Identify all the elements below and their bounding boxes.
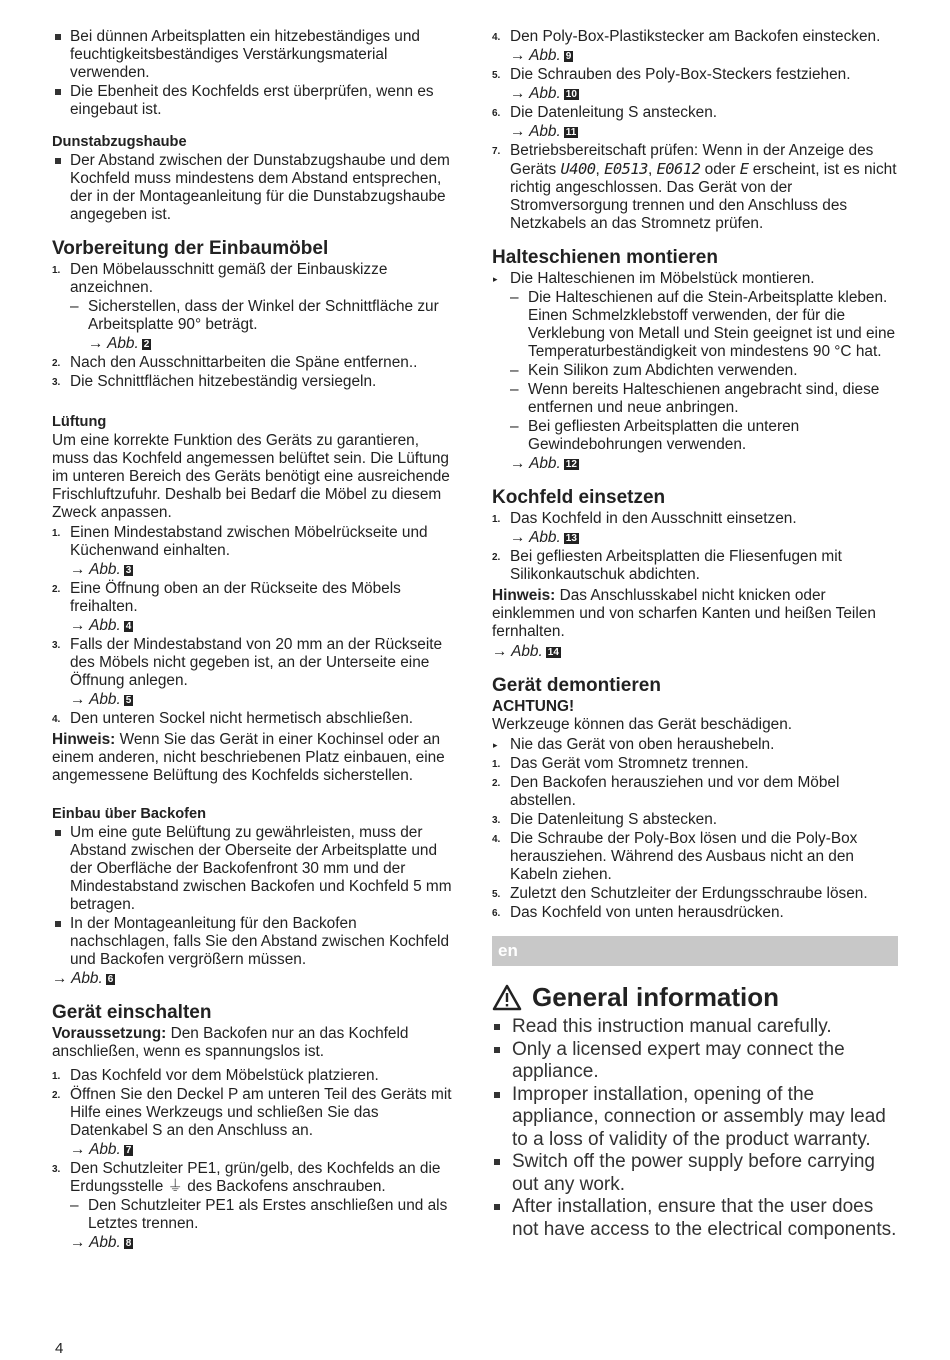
right-column	[492, 28, 898, 1241]
step-item: 1. Das Kochfeld vor dem Möbelstück platzieren.	[52, 1067, 379, 1084]
dash-item: – Den Schutzleiter PE1 als Erstes anschließen und als Letztes trennen.	[70, 1197, 448, 1232]
list-item: Read this instruction manual carefully.	[492, 1016, 898, 1039]
dash-item: – Die Halteschienen auf die Stein-Arbeitsplatte kleben. Einen Schmelzklebstoff verwenden, der für die Verklebung von Metall und Stein geeignet ist und eine Temperaturbeständigkeit von mindestens 90 °C hat.	[510, 289, 896, 360]
display-code: E0612	[656, 160, 701, 178]
step-item: 1. Das Kochfeld in den Ausschnitt einsetzen.	[492, 510, 797, 527]
action-item: ▸ Die Halteschienen im Möbelstück montieren.	[493, 270, 815, 287]
list-item: After installation, ensure that the user does not have access to the electrical components.	[492, 1196, 898, 1241]
step-item: 2. Den Backofen herausziehen und vor dem Möbel abstellen.	[492, 774, 840, 809]
figure-number-badge: 5	[125, 695, 132, 706]
prerequisite: Voraussetzung: Den Backofen nur an das Kochfeld anschließen, wenn es spannungslos ist.	[52, 1025, 409, 1060]
figure-reference: → Abb. 3	[70, 561, 132, 578]
list-item: Only a licensed expert may connect the appliance.	[492, 1039, 898, 1084]
figure-number-badge: 14	[547, 647, 559, 658]
dash-item: – Wenn bereits Halteschienen angebracht sind, diese entfernen und neue anbringen.	[510, 381, 880, 416]
list-item: Um eine gute Belüftung zu gewährleisten, muss der Abstand zwischen der Oberseite der Arbeitsplatte und der Oberfläche der Backofenfront 30 mm und der Mindestabstand zwischen Backofen und Kochfeld 5 mm betragen.	[52, 824, 452, 914]
figure-reference: → Abb. 13	[510, 529, 577, 546]
step-item: 1. Den Möbelausschnitt gemäß der Einbauskizze anzeichnen.	[52, 261, 388, 296]
caution-text: Werkzeuge können das Gerät beschädigen.	[492, 716, 793, 733]
figure-reference: → Abb. 11	[510, 123, 577, 140]
figure-reference: → Abb. 2	[88, 335, 150, 352]
section-title-switch-on: Gerät einschalten	[52, 1002, 212, 1023]
step-item: 4. Die Schraube der Poly-Box lösen und die Poly-Box herausziehen. Während des Ausbaus nicht an den Kabeln ziehen.	[492, 830, 858, 883]
figure-number-badge: 6	[107, 974, 114, 985]
list-item: Bei dünnen Arbeitsplatten ein hitzebeständiges und feuchtigkeitsbeständiges Verstärkungsmaterial verwenden.	[52, 28, 452, 82]
section-title-prep: Vorbereitung der Einbaumöbel	[52, 238, 329, 259]
note: Hinweis: Wenn Sie das Gerät in einer Kochinsel oder an einem anderen, nicht beschriebenen Platz einbauen, eine angemessene Belüftung des Kochfelds sicherstellen.	[52, 731, 445, 784]
figure-reference: → Abb. 6	[52, 970, 114, 987]
dash-item: – Kein Silikon zum Abdichten verwenden.	[510, 362, 798, 379]
general-info-heading	[492, 982, 898, 1012]
figure-reference: → Abb. 5	[70, 691, 132, 708]
step-item: 4. Den unteren Sockel nicht hermetisch abschließen.	[52, 710, 414, 727]
step-item: 7. Betriebsbereitschaft prüfen: Wenn in der Anzeige des Geräts U400, E0513, E0612 oder E erscheint, ist es nicht richtig angeschlossen. Das Gerät von der Stromversorgung trennen und den Anschluss des Netzkabels an das Stromnetz prüfen.	[492, 142, 897, 232]
step-item: 2. Öffnen Sie den Deckel P am unteren Teil des Geräts mit Hilfe eines Werkzeugs und schließen Sie das Datenkabel S an den Anschluss an.	[52, 1086, 452, 1139]
figure-number-badge: 13	[565, 533, 577, 544]
list-item: Switch off the power supply before carrying out any work.	[492, 1151, 898, 1196]
action-item: ▸ Nie das Gerät von oben heraushebeln.	[493, 736, 775, 753]
figure-number-badge: 8	[125, 1238, 132, 1249]
figure-number-badge: 12	[565, 459, 577, 470]
display-code: E0513	[604, 160, 648, 178]
step-item: 3. Falls der Mindestabstand von 20 mm an der Rückseite des Möbels nicht gegeben ist, an der Unterseite eine Öffnung anlegen.	[52, 636, 443, 689]
section-heading-hood: Dunstabzugshaube	[52, 134, 187, 150]
figure-reference: → Abb. 8	[70, 1234, 132, 1251]
note: Hinweis: Das Anschlusskabel nicht knicken oder einklemmen und von scharfen Kanten und heißen Teilen fernhalten.	[492, 587, 876, 640]
figure-number-badge: 9	[565, 51, 572, 62]
figure-number-badge: 3	[125, 565, 132, 576]
step-item: 2. Nach den Ausschnittarbeiten die Späne entfernen..	[52, 354, 418, 371]
section-title-remove: Gerät demontieren	[492, 675, 661, 696]
page-number: 4	[55, 1340, 64, 1357]
display-code: U400	[560, 160, 596, 178]
list-item: In der Montageanleitung für den Backofen nachschlagen, falls Sie den Abstand zwischen Kochfeld und Backofen vergrößern müssen.	[52, 915, 452, 969]
dash-item: – Bei gefliesten Arbeitsplatten die unteren Gewindebohrungen verwenden.	[510, 418, 800, 453]
figure-number-badge: 2	[143, 339, 150, 350]
figure-number-badge: 4	[125, 621, 132, 632]
step-item: 3. Die Schnittflächen hitzebeständig versiegeln.	[52, 373, 377, 390]
section-title-insert: Kochfeld einsetzen	[492, 487, 666, 508]
list-item: Der Abstand zwischen der Dunstabzugshaube und dem Kochfeld muss mindestens dem Abstand entsprechen, der in der Montageanleitung für die Dunstabzugshaube angegeben ist.	[52, 152, 452, 224]
list-item: Die Ebenheit des Kochfelds erst überprüfen, wenn es eingebaut ist.	[52, 83, 452, 119]
step-item: 1. Das Gerät vom Stromnetz trennen.	[492, 755, 749, 772]
section-heading-oven: Einbau über Backofen	[52, 806, 207, 822]
warning-triangle-icon	[492, 984, 522, 1011]
step-item: 5. Die Schrauben des Poly-Box-Steckers festziehen.	[492, 66, 851, 83]
dash-item: – Sicherstellen, dass der Winkel der Schnittfläche zur Arbeitsplatte 90° beträgt.	[70, 298, 439, 333]
section-title-rails: Halteschienen montieren	[492, 247, 718, 268]
display-code: E	[739, 160, 749, 178]
step-item: 4. Den Poly-Box-Plastikstecker am Backofen einstecken.	[492, 28, 881, 45]
step-item: 1. Einen Mindestabstand zwischen Möbelrückseite und Küchenwand einhalten.	[52, 524, 428, 559]
general-info-title: General information	[532, 982, 780, 1012]
figure-reference: → Abb. 12	[510, 455, 577, 472]
step-item: 3. Den Schutzleiter PE1, grün/gelb, des Kochfelds an die Erdungsstelle ⏚ des Backofens anschrauben.	[52, 1160, 441, 1195]
figure-number-badge: 10	[565, 89, 577, 100]
left-column	[52, 28, 452, 1253]
step-item: 6. Das Kochfeld von unten herausdrücken.	[492, 904, 784, 921]
figure-reference: → Abb. 4	[70, 617, 132, 634]
list-item: Improper installation, opening of the appliance, connection or assembly may lead to a loss of validity of the product warranty.	[492, 1084, 898, 1152]
figure-number-badge: 11	[565, 127, 577, 138]
paragraph: Um eine korrekte Funktion des Geräts zu garantieren, muss das Kochfeld angemessen belüftet sein. Die Lüftung im unteren Bereich des Geräts benötigt eine ausreichende Frischluftzufuhr. Deshalb bei Bedarf die Möbel zu diesem Zweck anpassen.	[52, 432, 450, 521]
step-item: 6. Die Datenleitung S anstecken.	[492, 104, 718, 121]
caution-label: ACHTUNG!	[492, 698, 575, 715]
step-item: 2. Eine Öffnung oben an der Rückseite des Möbels freihalten.	[52, 580, 401, 615]
figure-number-badge: 7	[125, 1145, 132, 1156]
step-item: 5. Zuletzt den Schutzleiter der Erdungsschraube lösen.	[492, 885, 868, 902]
figure-reference: → Abb. 14	[492, 643, 559, 660]
language-bar: en	[492, 936, 898, 966]
figure-reference: → Abb. 7	[70, 1141, 132, 1158]
section-heading-vent: Lüftung	[52, 414, 107, 430]
figure-reference: → Abb. 9	[510, 47, 572, 64]
general-info-list	[492, 1016, 898, 1241]
figure-reference: → Abb. 10	[510, 85, 577, 102]
step-item: 2. Bei gefliesten Arbeitsplatten die Fliesenfugen mit Silikonkautschuk abdichten.	[492, 548, 842, 583]
step-item: 3. Die Datenleitung S abstecken.	[492, 811, 718, 828]
